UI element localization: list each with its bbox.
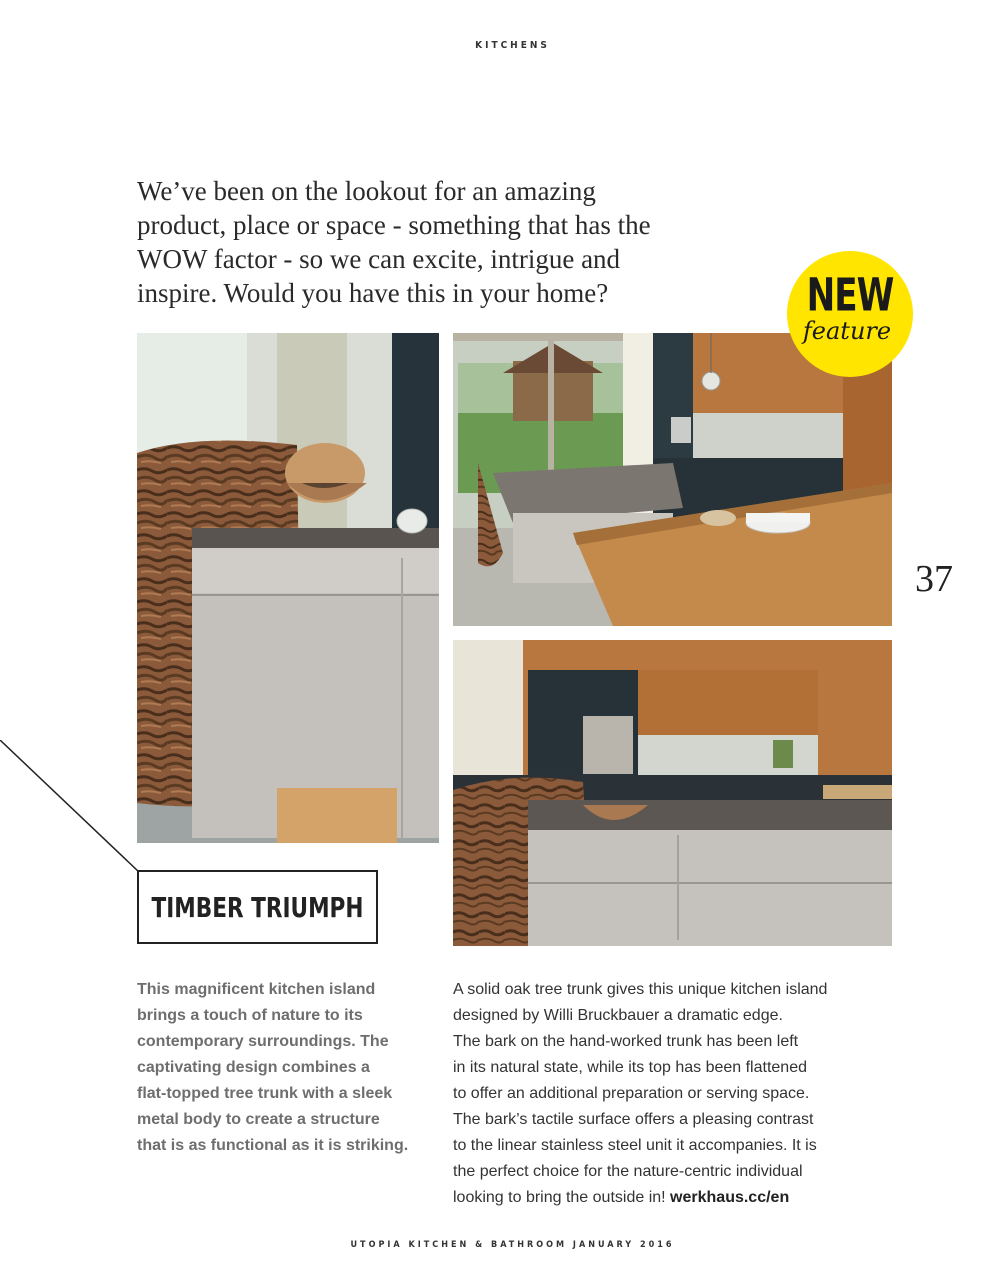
lead-line: that is as functional as it is striking. <box>137 1137 409 1154</box>
photo-island-closeup <box>137 333 439 843</box>
lead-line: This magnificent kitchen island <box>137 981 376 998</box>
body-line: to the linear stainless steel unit it accompanies. It is <box>453 1137 817 1154</box>
body-paragraph <box>453 977 883 1211</box>
badge-feature-label: feature <box>802 317 892 345</box>
body-line: to offer an additional preparation or serving space. <box>453 1085 810 1102</box>
section-label: KITCHENS <box>475 40 550 51</box>
lead-line: flat-topped tree trunk with a sleek <box>137 1085 393 1102</box>
lead-line: brings a touch of nature to its <box>137 1007 363 1024</box>
website-link[interactable]: werkhaus.cc/en <box>670 1189 790 1206</box>
intro-line: We’ve been on the lookout for an amazing <box>137 176 596 206</box>
pointer-line <box>0 740 140 872</box>
feature-title-box <box>137 870 378 944</box>
photo-kitchen-overview <box>453 333 892 626</box>
body-closing-text: looking to bring the outside in! <box>453 1189 666 1206</box>
body-line: designed by Willi Bruckbauer a dramatic edge. <box>453 1007 783 1024</box>
body-line: A solid oak tree trunk gives this unique kitchen island <box>453 981 828 998</box>
page-footer: UTOPIA KITCHEN & BATHROOM JANUARY 2016 <box>350 1240 675 1250</box>
intro-line: product, place or space - something that has the <box>137 210 651 240</box>
lead-line: metal body to create a structure <box>137 1111 380 1128</box>
body-line: the perfect choice for the nature-centric individual <box>453 1163 803 1180</box>
body-line: in its natural state, while its top has been flattened <box>453 1059 807 1076</box>
body-line: The bark on the hand-worked trunk has been left <box>453 1033 799 1050</box>
photo-island-front <box>453 640 892 946</box>
lead-paragraph <box>137 977 437 1159</box>
new-feature-badge <box>787 251 913 377</box>
intro-text <box>137 174 757 310</box>
intro-line: inspire. Would you have this in your home? <box>137 278 609 308</box>
lead-line: contemporary surroundings. The <box>137 1033 389 1050</box>
feature-title: TIMBER TRIUMPH <box>151 891 364 925</box>
badge-new-label: NEW <box>806 268 894 322</box>
body-line-last <box>453 1185 883 1211</box>
body-line: The bark’s tactile surface offers a pleasing contrast <box>453 1111 814 1128</box>
page-number: 37 <box>915 558 953 600</box>
intro-line: WOW factor - so we can excite, intrigue and <box>137 244 621 274</box>
lead-line: captivating design combines a <box>137 1059 370 1076</box>
